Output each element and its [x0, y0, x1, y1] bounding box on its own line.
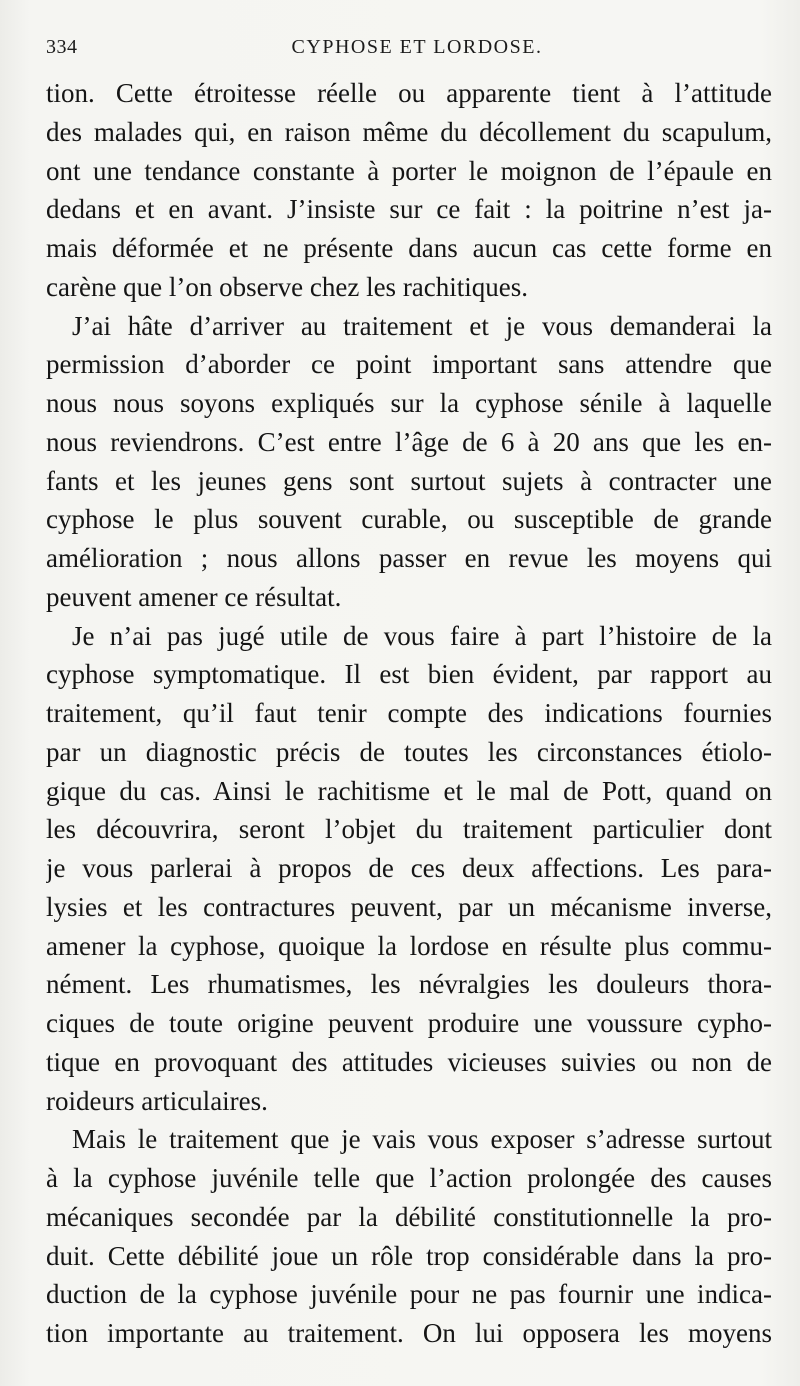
text-line: J’ai hâte d’arriver au traitement et je vous demanderai la	[72, 310, 772, 341]
text-line: permission d’aborder ce point important sans attendre que	[46, 349, 772, 380]
paragraph	[46, 74, 772, 307]
text-line: peuvent amener ce résultat.	[46, 581, 342, 612]
text-line: je vous parlerai à propos de ces deux affections. Les para-	[46, 853, 772, 883]
paragraph	[46, 1120, 772, 1353]
text-line: mécaniques secondée par la débilité constitutionnelle la pro-	[46, 1201, 772, 1232]
text-line: nément. Les rhumatismes, les névralgies les douleurs thora-	[46, 969, 772, 1000]
text-line: amener la cyphose, quoique la lordose en résulte plus commu-	[46, 930, 772, 961]
text-line: fants et les jeunes gens sont surtout sujets à contracter une	[46, 465, 772, 496]
text-line: les découvrira, seront l’objet du traitement particulier dont	[46, 814, 772, 845]
text-line: duction de la cyphose juvénile pour ne pas fournir une indica-	[46, 1279, 772, 1310]
text-line: ciques de toute origine peuvent produire une voussure cypho-	[46, 1008, 772, 1038]
text-line: des malades qui, en raison même du décollement du scapulum,	[46, 116, 772, 147]
text-line: cyphose symptomatique. Il est bien évident, par rapport au	[46, 659, 772, 690]
text-line: nous nous soyons expliqués sur la cyphose sénile à laquelle	[46, 388, 772, 418]
page-number: 334	[46, 36, 78, 58]
text-line: gique du cas. Ainsi le rachitisme et le mal de Pott, quand on	[46, 775, 772, 806]
text-line: tion importante au traitement. On lui opposera les moyens	[46, 1318, 772, 1348]
text-line: par un diagnostic précis de toutes les circonstances étiolo-	[46, 736, 772, 767]
text-line: carène que l’on observe chez les rachitiques.	[46, 271, 529, 302]
text-line: nous reviendrons. C’est entre l’âge de 6 à 20 ans que les en-	[46, 426, 772, 457]
text-line: cyphose le plus souvent curable, ou susceptible de grande	[46, 504, 772, 535]
text-line: dedans et en avant. J’insiste sur ce fait : la poitrine n’est ja-	[46, 194, 772, 225]
text-line: ont une tendance constante à porter le moignon de l’épaule en	[46, 155, 772, 186]
text-line: à la cyphose juvénile telle que l’action prolongée des causes	[46, 1163, 772, 1193]
text-line: tique en provoquant des attitudes vicieuses suivies ou non de	[46, 1046, 772, 1077]
text-line: traitement, qu’il faut tenir compte des indications fournies	[46, 698, 772, 728]
text-line: Mais le traitement que je vais vous exposer s’adresse surtout	[72, 1124, 772, 1155]
running-title: CYPHOSE ET LORDOSE.	[291, 36, 543, 58]
body-text	[46, 74, 772, 1353]
paragraph	[46, 617, 772, 1121]
text-line: tion. Cette étroitesse réelle ou apparente tient à l’attitude	[46, 78, 772, 108]
text-line: Je n’ai pas jugé utile de vous faire à part l’histoire de la	[72, 620, 772, 651]
text-line: amélioration ; nous allons passer en revue les moyens qui	[46, 543, 772, 573]
page-header	[46, 36, 772, 66]
text-line: lysies et les contractures peuvent, par un mécanisme inverse,	[46, 891, 772, 922]
text-line: duit. Cette débilité joue un rôle trop considérable dans la pro-	[46, 1240, 772, 1271]
text-line: roideurs articulaires.	[46, 1085, 268, 1116]
paragraph	[46, 307, 772, 617]
text-line: mais déformée et ne présente dans aucun cas cette forme en	[46, 233, 772, 263]
